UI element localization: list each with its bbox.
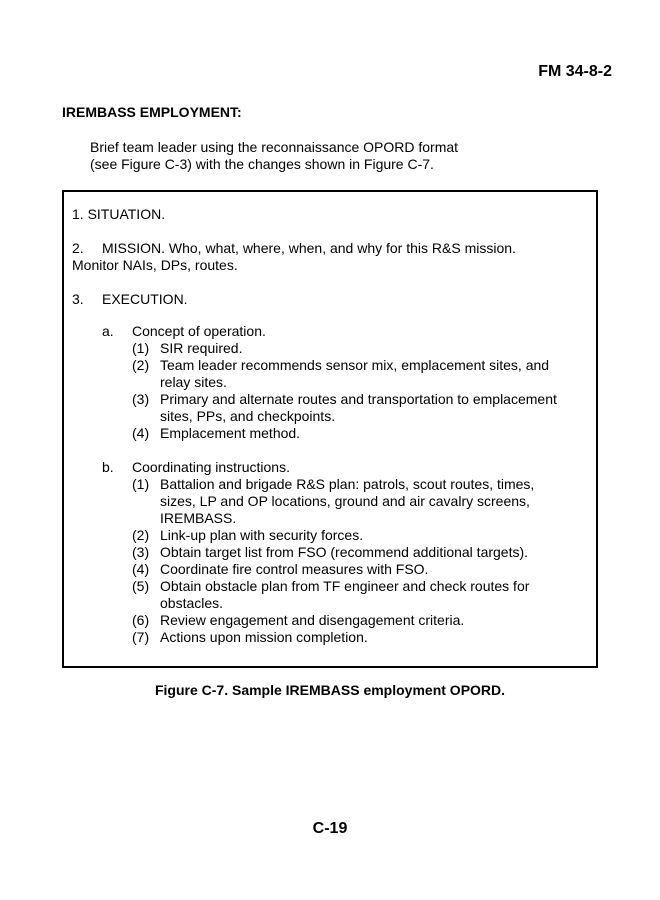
- list-item-text: sites, PPs, and checkpoints.: [160, 408, 336, 424]
- list-item-num: (7): [132, 629, 150, 645]
- list-item-text: Actions upon mission completion.: [160, 629, 368, 645]
- intro-line: (see Figure C-3) with the changes shown in Figure C-7.: [90, 156, 434, 172]
- coordinating-num: b.: [102, 459, 114, 475]
- list-item-text: Link-up plan with security forces.: [160, 527, 364, 543]
- list-item-num: (6): [132, 612, 150, 628]
- list-item-text: Obtain target list from FSO (recommend additional targets).: [160, 544, 529, 560]
- list-item-num: (1): [132, 476, 150, 492]
- list-item-num: (2): [132, 527, 150, 543]
- mission-line-2: Monitor NAIs, DPs, routes.: [72, 257, 238, 273]
- list-item-text: sizes, LP and OP locations, ground and air cavalry screens,: [160, 493, 530, 509]
- list-item-text: Review engagement and disengagement criteria.: [160, 612, 465, 628]
- list-item-num: (1): [132, 340, 150, 356]
- list-item-text: Primary and alternate routes and transportation to emplacement: [160, 391, 557, 407]
- list-item-text: Emplacement method.: [160, 425, 301, 441]
- situation-heading: 1. SITUATION.: [72, 206, 166, 222]
- concept-num: a.: [102, 323, 114, 339]
- opord-figure-box: [62, 190, 598, 668]
- list-item-text: IREMBASS.: [160, 510, 237, 526]
- list-item-num: (2): [132, 357, 150, 373]
- concept-heading: Concept of operation.: [132, 323, 266, 339]
- list-item-num: (3): [132, 391, 150, 407]
- document-id: FM 34-8-2: [538, 63, 612, 80]
- coordinating-heading: Coordinating instructions.: [132, 459, 290, 475]
- execution-num: 3.: [72, 291, 84, 307]
- mission-num: 2.: [72, 240, 84, 256]
- intro-line: Brief team leader using the reconnaissance OPORD format: [90, 139, 459, 155]
- section-title: IREMBASS EMPLOYMENT:: [62, 104, 242, 120]
- list-item-num: (4): [132, 425, 150, 441]
- list-item-text: relay sites.: [160, 374, 227, 390]
- list-item-num: (5): [132, 578, 150, 594]
- execution-heading: EXECUTION.: [102, 291, 188, 307]
- list-item-text: Battalion and brigade R&S plan: patrols, scout routes, times,: [160, 476, 535, 492]
- intro-paragraph: [90, 139, 458, 173]
- mission-line-1: MISSION. Who, what, where, when, and why for this R&S mission.: [102, 240, 516, 256]
- list-item-text: obstacles.: [160, 595, 224, 611]
- page-number: C-19: [312, 820, 348, 837]
- figure-caption: Figure C-7. Sample IREMBASS employment OPORD.: [154, 682, 506, 698]
- list-item-text: Obtain obstacle plan from TF engineer and check routes for: [160, 578, 530, 594]
- list-item-num: (3): [132, 544, 150, 560]
- list-item-text: Team leader recommends sensor mix, emplacement sites, and: [160, 357, 550, 373]
- list-item-num: (4): [132, 561, 150, 577]
- list-item-text: Coordinate fire control measures with FSO.: [160, 561, 429, 577]
- list-item-text: SIR required.: [160, 340, 243, 356]
